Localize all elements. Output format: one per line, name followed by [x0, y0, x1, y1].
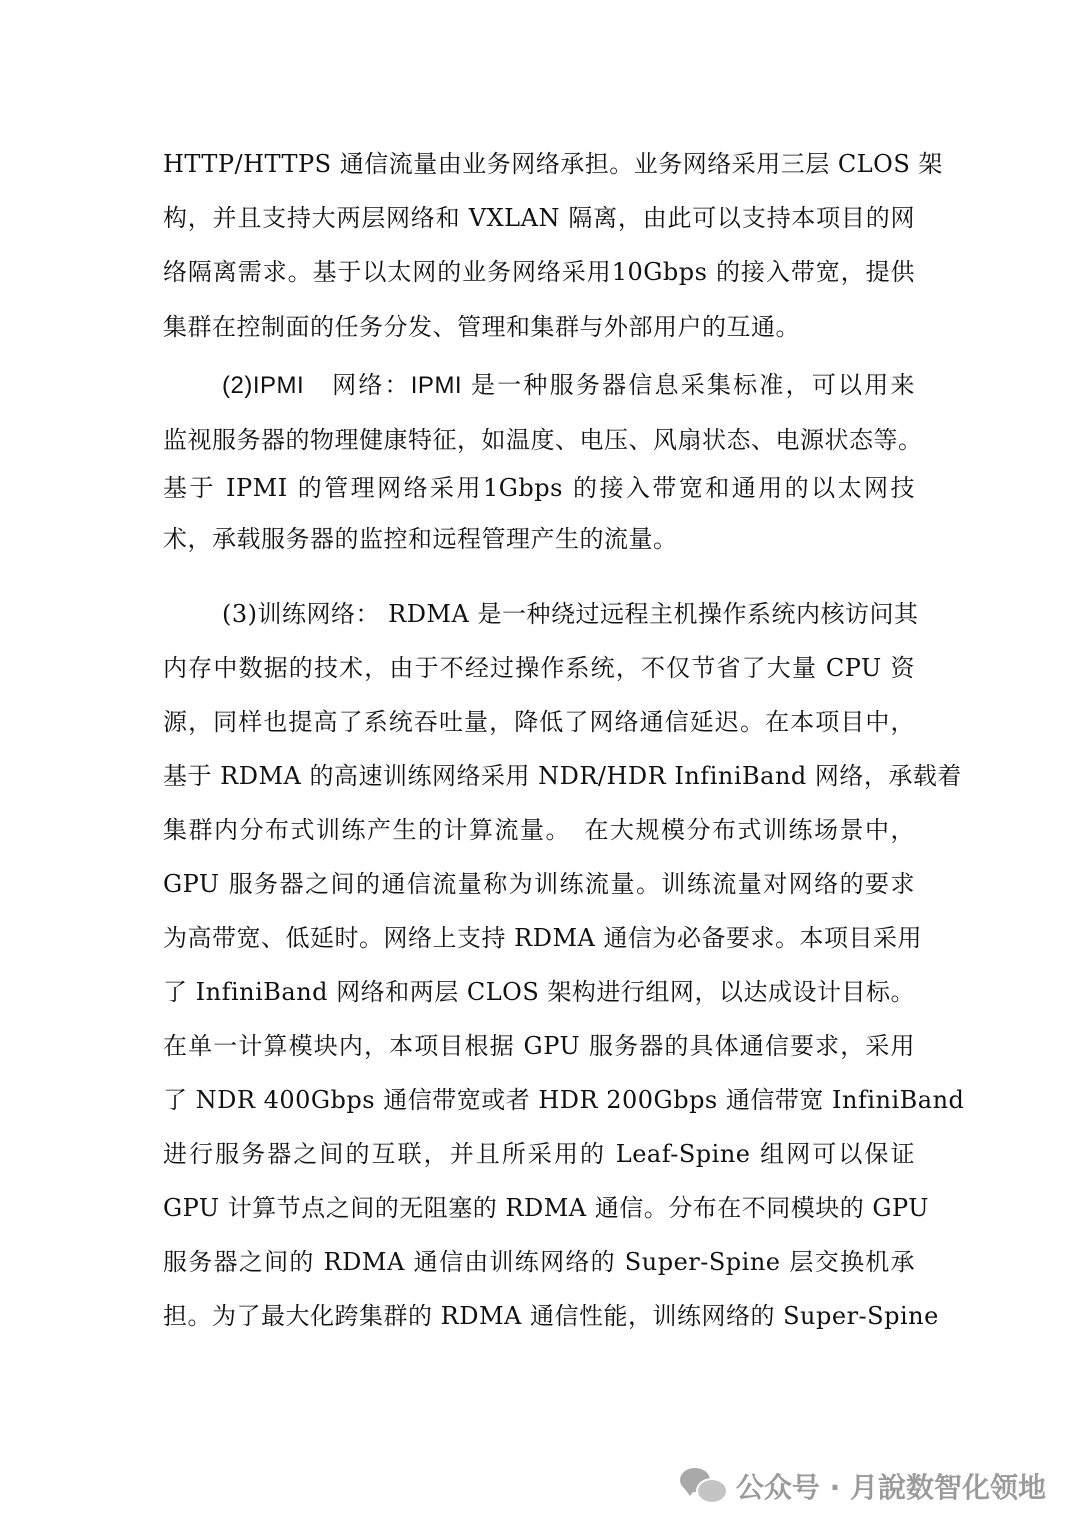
wechat-icon: [680, 1466, 726, 1506]
text-line: 担。为了最大化跨集群的 RDMA 通信性能，训练网络的 Super-Spine: [163, 1302, 939, 1330]
text-line: 构，并且支持大两层网络和 VXLAN 隔离，由此可以支持本项目的网: [163, 204, 915, 232]
text-line: 为高带宽、低延时。网络上支持 RDMA 通信为必备要求。本项目采用: [163, 924, 922, 952]
text-line: 集群在控制面的任务分发、管理和集群与外部用户的互通。: [163, 313, 800, 341]
text-line: HTTP/HTTPS 通信流量由业务网络承担。业务网络采用三层 CLOS 架: [163, 150, 943, 178]
text-line: 了 InfiniBand 网络和两层 CLOS 架构进行组网，以达成设计目标。: [163, 978, 915, 1006]
watermark: [680, 1454, 1046, 1518]
text-line: 术，承载服务器的监控和远程管理产生的流量。: [163, 525, 678, 553]
text-line: 内存中数据的技术，由于不经过操作系统，不仅节省了大量 CPU 资: [163, 654, 915, 682]
text-line: 源，同样也提高了系统吞吐量，降低了网络通信延迟。在本项目中，: [163, 708, 915, 736]
text-line: (2)IPMI 网络：IPMI 是一种服务器信息采集标准，可以用来: [222, 372, 915, 399]
text-line: 在单一计算模块内，本项目根据 GPU 服务器的具体通信要求，采用: [163, 1032, 915, 1060]
text-line: 基于 RDMA 的高速训练网络采用 NDR/HDR InfiniBand 网络，承载着: [163, 762, 962, 790]
text-line: 络隔离需求。基于以太网的业务网络采用10Gbps 的接入带宽，提供: [163, 258, 915, 286]
text-line: 集群内分布式训练产生的计算流量。 在大规模分布式训练场景中，: [163, 816, 915, 844]
text-line: 了 NDR 400Gbps 通信带宽或者 HDR 200Gbps 通信带宽 InfiniBand: [163, 1086, 965, 1114]
text-line: GPU 计算节点之间的无阻塞的 RDMA 通信。分布在不同模块的 GPU: [163, 1194, 929, 1222]
watermark-text: 公众号 · 月說数智化领地: [735, 1471, 1046, 1504]
text-line: 监视服务器的物理健康特征，如温度、电压、风扇状态、电源状态等。: [163, 426, 923, 454]
text-line: GPU 服务器之间的通信流量称为训练流量。训练流量对网络的要求: [163, 870, 915, 898]
text-line: (3)训练网络： RDMA 是一种绕过远程主机操作系统内核访问其: [222, 600, 919, 628]
text-line: 服务器之间的 RDMA 通信由训练网络的 Super-Spine 层交换机承: [163, 1248, 915, 1276]
text-line: 进行服务器之间的互联，并且所采用的 Leaf-Spine 组网可以保证: [163, 1140, 915, 1168]
text-line: 基于 IPMI 的管理网络采用1Gbps 的接入带宽和通用的以太网技: [163, 474, 915, 502]
